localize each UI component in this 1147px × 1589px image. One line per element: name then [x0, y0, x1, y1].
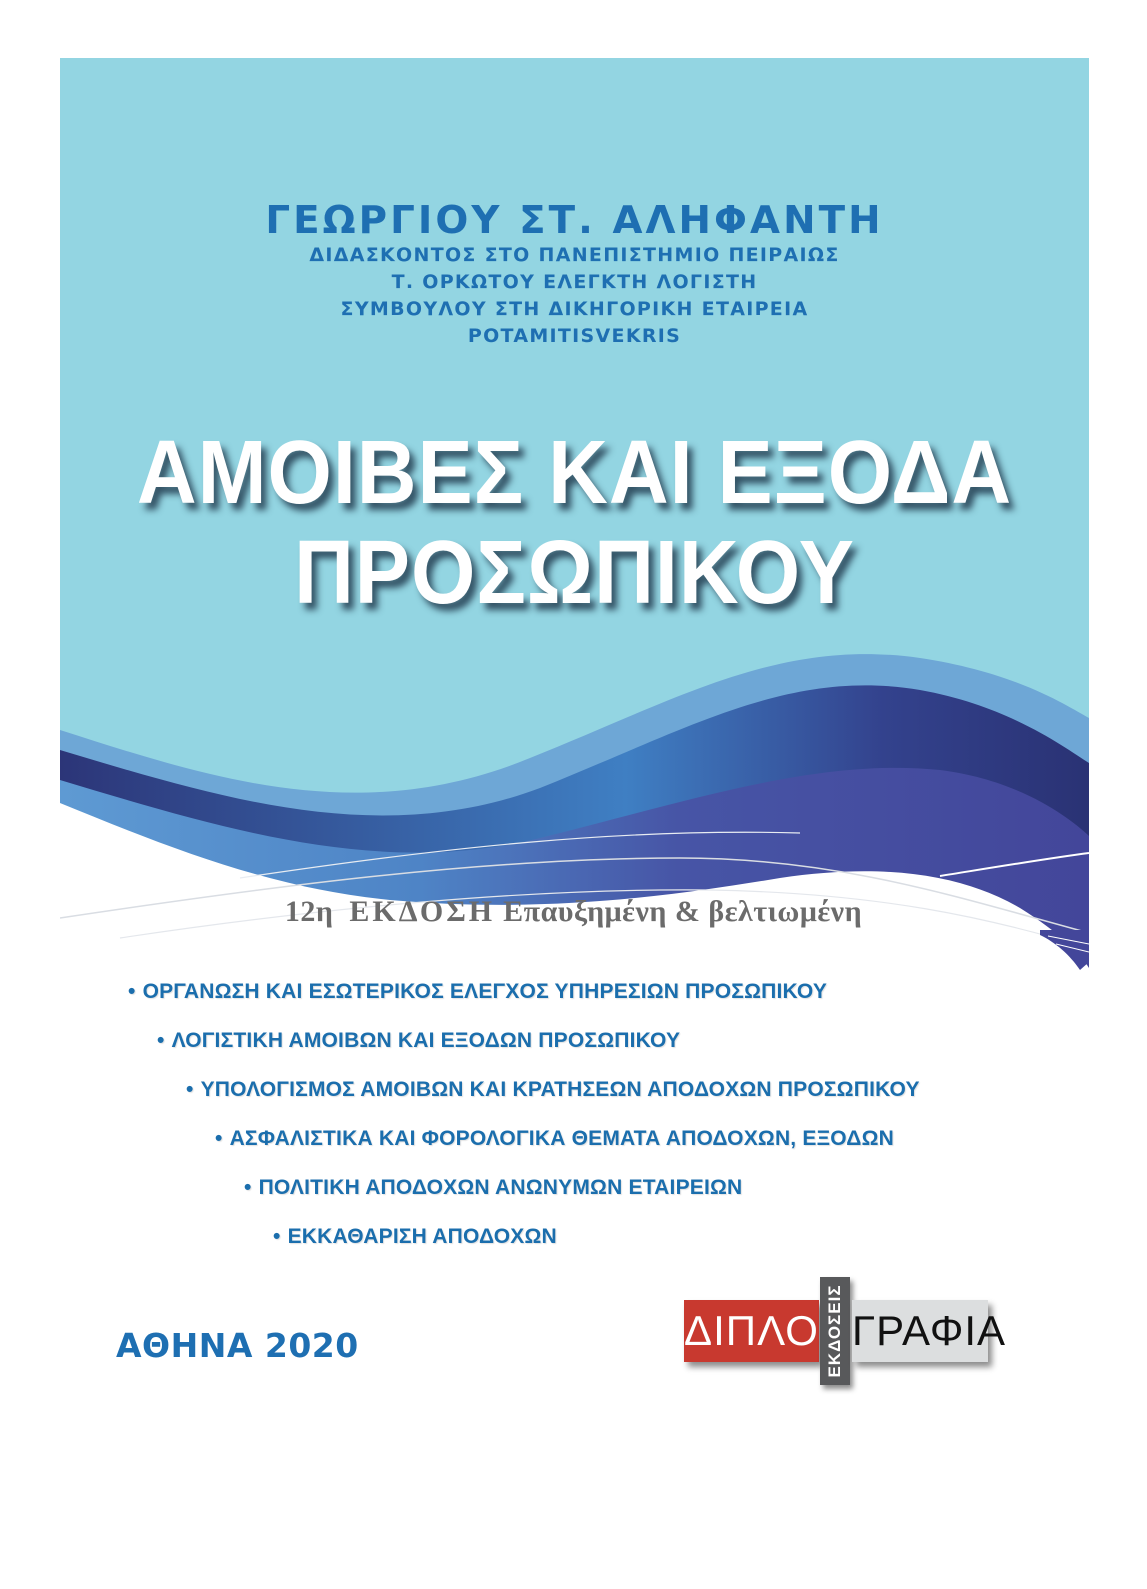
topic-item [244, 1176, 742, 1200]
author-title-line: ΔΙΔΑΣΚΟΝΤΟΣ ΣΤΟ ΠΑΝΕΠΙΣΤΗΜΙΟ ΠΕΙΡΑΙΩΣ [309, 244, 840, 266]
cover-background-panel [60, 58, 1089, 968]
bullet-icon: • [273, 1225, 281, 1248]
topic-item [157, 1029, 680, 1053]
author-block [60, 198, 1089, 350]
author-title-line: Τ. ΟΡΚΩΤΟΥ ΕΛΕΓΚΤΗ ΛΟΓΙΣΤΗ [391, 271, 758, 293]
topic-text: ΟΡΓΑΝΩΣΗ ΚΑΙ ΕΣΩΤΕΡΙΚΟΣ ΕΛΕΓΧΟΣ ΥΠΗΡΕΣΙΩΝ ΠΡΟΣΩΠΙΚΟΥ [142, 980, 828, 1003]
logo-left-block: ΔΙΠΛΟ [684, 1300, 819, 1362]
bullet-icon: • [186, 1078, 194, 1101]
wave-tail-decoration [1040, 930, 1089, 970]
book-title-line-1: ΑΜΟΙΒΕΣ ΚΑΙ ΕΞΟΔΑ [136, 423, 1013, 523]
book-title [101, 423, 1048, 623]
topic-text: ΠΟΛΙΤΙΚΗ ΑΠΟΔΟΧΩΝ ΑΝΩΝΥΜΩΝ ΕΤΑΙΡΕΙΩΝ [258, 1176, 743, 1199]
edition-label: ΕΚΔΟΣΗ [349, 895, 496, 928]
logo-middle-text: ΕΚΔΟΣΕΙΣ [825, 1284, 844, 1378]
book-title-line-2: ΠΡΟΣΩΠΙΚΟΥ [294, 523, 855, 623]
topic-item [186, 1078, 920, 1102]
topic-text: ΑΣΦΑΛΙΣΤΙΚΑ ΚΑΙ ΦΟΡΟΛΟΓΙΚΑ ΘΕΜΑΤΑ ΑΠΟΔΟΧΩΝ, ΕΞΟΔΩΝ [229, 1127, 894, 1150]
bullet-icon: • [157, 1029, 165, 1052]
topic-item [273, 1225, 557, 1249]
edition-description: Επαυξημένη & βελτιωμένη [503, 895, 863, 928]
author-name: ΓΕΩΡΓΙΟΥ ΣΤ. ΑΛΗΦΑΝΤΗ [265, 198, 884, 242]
bullet-icon: • [128, 980, 136, 1003]
topic-item [215, 1127, 894, 1151]
topic-item [128, 980, 827, 1004]
topic-text: ΛΟΓΙΣΤΙΚΗ ΑΜΟΙΒΩΝ ΚΑΙ ΕΞΟΔΩΝ ΠΡΟΣΩΠΙΚΟΥ [171, 1029, 681, 1052]
author-title-line: ΣΥΜΒΟΥΛΟΥ ΣΤΗ ΔΙΚΗΓΟΡΙΚΗ ΕΤΑΙΡΕΙΑ [340, 298, 809, 320]
publisher-logo [684, 1277, 1007, 1387]
topic-text: ΕΚΚΑΘΑΡΙΣΗ ΑΠΟΔΟΧΩΝ [287, 1225, 557, 1248]
edition-info [0, 895, 1147, 929]
topic-text: ΥΠΟΛΟΓΙΣΜΟΣ ΑΜΟΙΒΩΝ ΚΑΙ ΚΡΑΤΗΣΕΩΝ ΑΠΟΔΟΧΩΝ ΠΡΟΣΩΠΙΚΟΥ [200, 1078, 920, 1101]
edition-number: 12η [284, 895, 334, 928]
logo-right-block: ΓΡΑΦΙΑ [852, 1300, 988, 1362]
logo-middle-bar [820, 1277, 850, 1385]
author-title-line: POTAMITISVEKRIS [467, 325, 682, 347]
bullet-icon: • [215, 1127, 223, 1150]
place-year: ΑΘΗΝΑ 2020 [116, 1326, 359, 1365]
bullet-icon: • [244, 1176, 252, 1199]
